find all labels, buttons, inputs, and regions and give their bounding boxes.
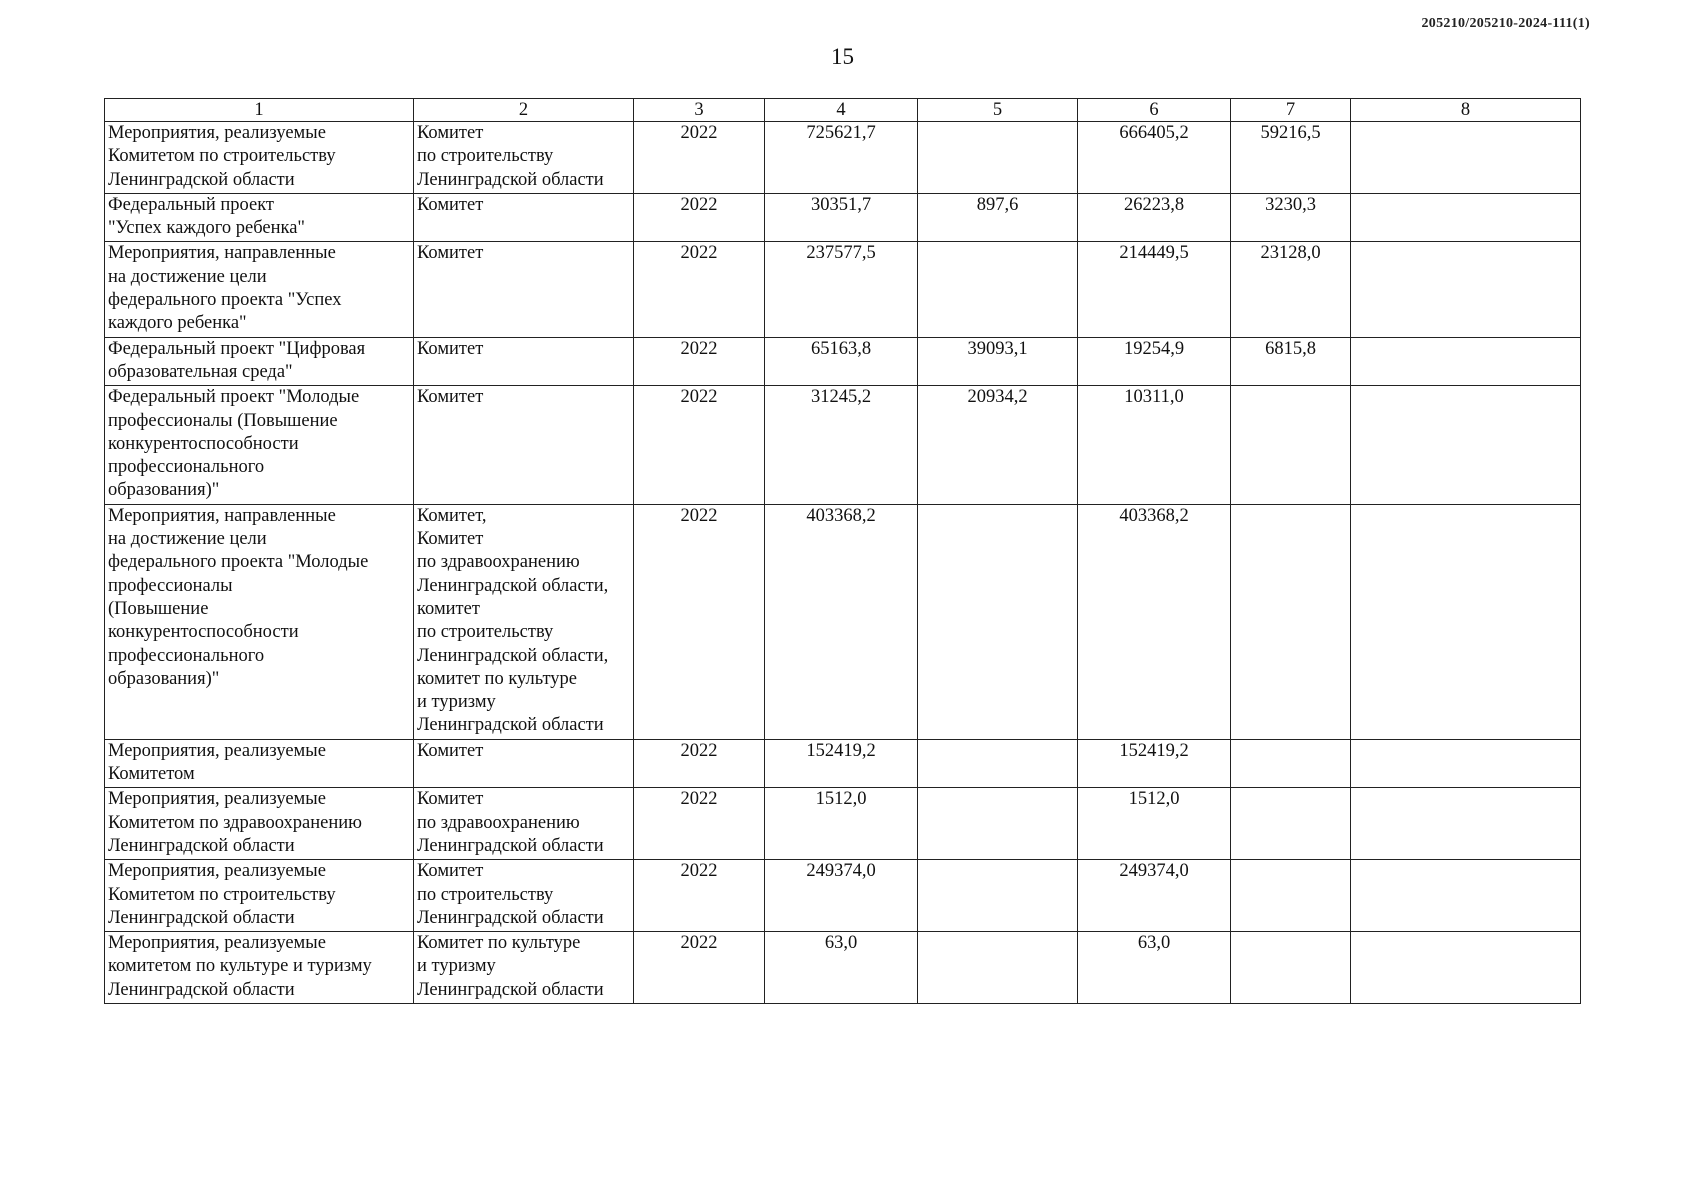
cell-col7 <box>1231 932 1351 1004</box>
cell-col4: 63,0 <box>765 932 918 1004</box>
table-row <box>105 193 1581 242</box>
cell-activity: Мероприятия, реализуемые комитетом по культуре и туризму Ленинградской области <box>105 932 414 1004</box>
cell-col4: 152419,2 <box>765 739 918 788</box>
cell-executor: Комитет по строительству Ленинградской области <box>414 122 634 194</box>
cell-activity: Мероприятия, направленные на достижение цели федерального проекта "Успех каждого ребенка" <box>105 242 414 337</box>
cell-executor: Комитет по строительству Ленинградской области <box>414 860 634 932</box>
cell-year: 2022 <box>634 504 765 739</box>
cell-year: 2022 <box>634 122 765 194</box>
cell-col6: 63,0 <box>1078 932 1231 1004</box>
column-header-7: 7 <box>1231 99 1351 122</box>
cell-year: 2022 <box>634 739 765 788</box>
cell-col8 <box>1351 337 1581 386</box>
cell-col6: 10311,0 <box>1078 386 1231 504</box>
cell-col6: 19254,9 <box>1078 337 1231 386</box>
cell-activity: Мероприятия, направленные на достижение цели федерального проекта "Молодые профессионалы (Повышение конкурентоспособности профессионального образования)" <box>105 504 414 739</box>
cell-year: 2022 <box>634 788 765 860</box>
cell-year: 2022 <box>634 193 765 242</box>
cell-col6: 403368,2 <box>1078 504 1231 739</box>
cell-col7 <box>1231 386 1351 504</box>
table-header <box>105 99 1581 122</box>
table-row <box>105 860 1581 932</box>
cell-year: 2022 <box>634 386 765 504</box>
cell-activity: Мероприятия, реализуемые Комитетом <box>105 739 414 788</box>
cell-executor: Комитет <box>414 386 634 504</box>
cell-col7 <box>1231 739 1351 788</box>
cell-col7: 59216,5 <box>1231 122 1351 194</box>
cell-year: 2022 <box>634 242 765 337</box>
table-row <box>105 242 1581 337</box>
cell-col7 <box>1231 788 1351 860</box>
cell-col8 <box>1351 122 1581 194</box>
cell-col5 <box>918 122 1078 194</box>
cell-col8 <box>1351 386 1581 504</box>
cell-col8 <box>1351 739 1581 788</box>
cell-activity: Федеральный проект "Успех каждого ребенка" <box>105 193 414 242</box>
cell-col5 <box>918 932 1078 1004</box>
cell-col5 <box>918 860 1078 932</box>
cell-col5: 39093,1 <box>918 337 1078 386</box>
cell-col4: 1512,0 <box>765 788 918 860</box>
table-row <box>105 386 1581 504</box>
cell-col4: 31245,2 <box>765 386 918 504</box>
cell-executor: Комитет <box>414 337 634 386</box>
column-header-4: 4 <box>765 99 918 122</box>
column-header-5: 5 <box>918 99 1078 122</box>
budget-table <box>104 98 1581 1004</box>
cell-col7: 23128,0 <box>1231 242 1351 337</box>
cell-col8 <box>1351 193 1581 242</box>
cell-col5 <box>918 504 1078 739</box>
cell-activity: Мероприятия, реализуемые Комитетом по строительству Ленинградской области <box>105 122 414 194</box>
cell-executor: Комитет <box>414 193 634 242</box>
cell-col4: 249374,0 <box>765 860 918 932</box>
table-row <box>105 932 1581 1004</box>
table-row <box>105 739 1581 788</box>
cell-col8 <box>1351 788 1581 860</box>
cell-col8 <box>1351 504 1581 739</box>
cell-executor: Комитет по культуре и туризму Ленинградской области <box>414 932 634 1004</box>
table-row <box>105 504 1581 739</box>
document-code: 205210/205210-2024-111(1) <box>1421 16 1590 31</box>
cell-col6: 152419,2 <box>1078 739 1231 788</box>
cell-executor: Комитет, Комитет по здравоохранению Ленинградской области, комитет по строительству Ленинградской области, комитет по культуре и туризму Ленинградской области <box>414 504 634 739</box>
cell-col6: 26223,8 <box>1078 193 1231 242</box>
cell-col7: 6815,8 <box>1231 337 1351 386</box>
column-header-6: 6 <box>1078 99 1231 122</box>
cell-col4: 65163,8 <box>765 337 918 386</box>
cell-col8 <box>1351 242 1581 337</box>
cell-col6: 666405,2 <box>1078 122 1231 194</box>
column-header-8: 8 <box>1351 99 1581 122</box>
table-row <box>105 122 1581 194</box>
cell-col7: 3230,3 <box>1231 193 1351 242</box>
cell-col5: 897,6 <box>918 193 1078 242</box>
column-header-2: 2 <box>414 99 634 122</box>
cell-col5 <box>918 788 1078 860</box>
cell-activity: Мероприятия, реализуемые Комитетом по здравоохранению Ленинградской области <box>105 788 414 860</box>
cell-col6: 249374,0 <box>1078 860 1231 932</box>
table-body <box>105 122 1581 1004</box>
cell-executor: Комитет <box>414 242 634 337</box>
cell-col8 <box>1351 860 1581 932</box>
cell-col7 <box>1231 860 1351 932</box>
cell-col6: 1512,0 <box>1078 788 1231 860</box>
cell-col7 <box>1231 504 1351 739</box>
cell-executor: Комитет <box>414 739 634 788</box>
cell-year: 2022 <box>634 337 765 386</box>
cell-col4: 30351,7 <box>765 193 918 242</box>
cell-activity: Федеральный проект "Молодые профессионалы (Повышение конкурентоспособности профессионального образования)" <box>105 386 414 504</box>
table-row <box>105 337 1581 386</box>
cell-col5: 20934,2 <box>918 386 1078 504</box>
cell-col4: 237577,5 <box>765 242 918 337</box>
column-header-1: 1 <box>105 99 414 122</box>
cell-activity: Федеральный проект "Цифровая образовательная среда" <box>105 337 414 386</box>
cell-col4: 403368,2 <box>765 504 918 739</box>
cell-col4: 725621,7 <box>765 122 918 194</box>
cell-col5 <box>918 242 1078 337</box>
cell-col6: 214449,5 <box>1078 242 1231 337</box>
column-header-3: 3 <box>634 99 765 122</box>
header-row <box>105 99 1581 122</box>
cell-year: 2022 <box>634 932 765 1004</box>
page-number: 15 <box>831 44 854 69</box>
table-row <box>105 788 1581 860</box>
cell-executor: Комитет по здравоохранению Ленинградской области <box>414 788 634 860</box>
cell-year: 2022 <box>634 860 765 932</box>
cell-col5 <box>918 739 1078 788</box>
cell-col8 <box>1351 932 1581 1004</box>
cell-activity: Мероприятия, реализуемые Комитетом по строительству Ленинградской области <box>105 860 414 932</box>
